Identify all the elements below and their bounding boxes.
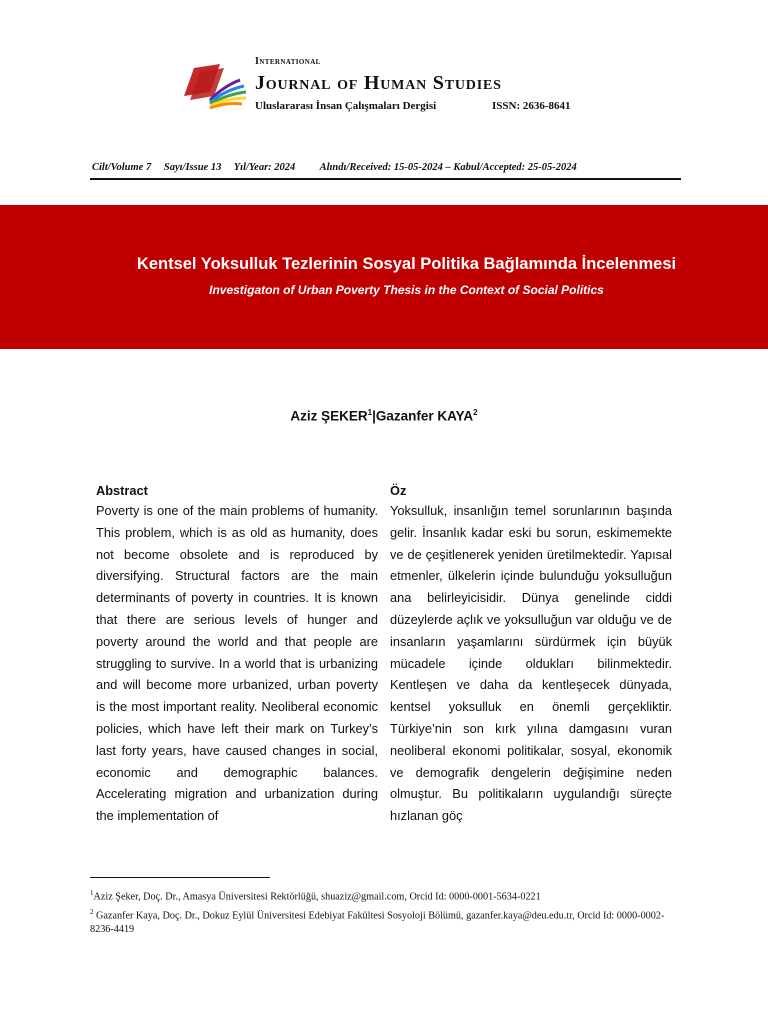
author-1-footnote-mark: 1: [367, 408, 373, 417]
title-banner: [0, 205, 768, 349]
received-accepted-dates: Alındı/Received: 15-05-2024 – Kabul/Accepted: 25-05-2024: [319, 162, 577, 173]
header-international: International: [255, 56, 321, 67]
author-2: Gazanfer KAYA: [375, 408, 474, 424]
abstract-text: Poverty is one of the main problems of humanity. This problem, which is as old as humanity, does not become obsolete and is reproduced by diversifying. Structural factors are the main determinants of poverty in countries. It is known that there are serious levels of hunger and poverty around the world and that people are struggling to survive. In a world that is urbanizing and will become more urbanized, urban poverty is the most important reality. Neoliberal economic policies, which have left their mark on Turkey’s last forty years, have caused changes in social, economic and demographic balances. Accelerating migration and urbanization during the implementation of: [96, 503, 378, 824]
footnote-rule: [90, 877, 270, 878]
oz-text: Yoksulluk, insanlığın temel sorunlarının başında gelir. İnsanlık kadar eski bu sorun, eskimemekte ve de çeşitlenerek yeniden üretilmektedir. Yapısal etmenler, ülkelerin içinde bulunduğu yoksulluğun ana belirleyicisidir. Dünya genelinde ciddi düzeylerde açlık ve yoksulluğun var olduğu ve de insanların yaşamlarını sürdürmek için büyük mücadele içinde oldukları bilinmektedir. Kentleşen ve daha da kentleşecek dünyada, kentsel yoksulluk en önemli gerçekliktir. Türkiye’nin son kırk yılına damgasını vuran neoliberal ekonomi politikalar, sosyal, ekonomik ve demografik dengelerin değişimine neden olmuştur. Bu politikaların uygulandığı süreçte hızlanan göç: [390, 503, 672, 824]
issue: Sayı/Issue 13: [163, 162, 222, 173]
author-2-footnote-mark: 2: [473, 408, 478, 417]
footnote-1: [90, 886, 682, 904]
article-title-tr: Kentsel Yoksulluk Tezlerinin Sosyal Politika Bağlamında İncelenmesi: [136, 255, 677, 273]
authors-line: [0, 408, 768, 424]
abstract-column: [96, 482, 378, 827]
issn: ISSN: 2636-8641: [492, 100, 571, 112]
header-rule: [90, 178, 681, 180]
issue-meta-line: [92, 162, 680, 173]
article-title-en: Investigaton of Urban Poverty Thesis in the Context of Social Politics: [209, 283, 604, 297]
volume: Cilt/Volume 7: [92, 162, 152, 173]
journal-title: Journal of Human Studies: [255, 72, 502, 94]
footnote-2-text: Gazanfer Kaya, Doç. Dr., Dokuz Eylül Üniversitesi Edebiyat Fakültesi Sosyoloji Bölümü, gazanfer.kaya@deu.edu.tr, Orcid Id: 0000-0002-8236-4419: [90, 910, 665, 936]
year: Yıl/Year: 2024: [233, 162, 296, 173]
footnote-1-mark: 1: [90, 889, 94, 897]
journal-logo-icon: [180, 56, 252, 112]
footnote-2-mark: 2: [90, 908, 94, 916]
oz-heading: Öz: [390, 483, 407, 498]
author-1: Aziz ŞEKER: [290, 408, 368, 424]
journal-subtitle: Uluslararası İnsan Çalışmaları Dergisi: [255, 100, 437, 112]
author-separator: |: [372, 408, 376, 424]
footnote-2: [90, 905, 682, 937]
abstract-heading: Abstract: [96, 483, 148, 498]
oz-column: [390, 482, 672, 827]
footnote-1-text: Aziz Şeker, Doç. Dr., Amasya Üniversitesi Rektörlüğü, shuaziz@gmail.com, Orcid Id: 0000-0001-5634-0221: [93, 891, 541, 903]
